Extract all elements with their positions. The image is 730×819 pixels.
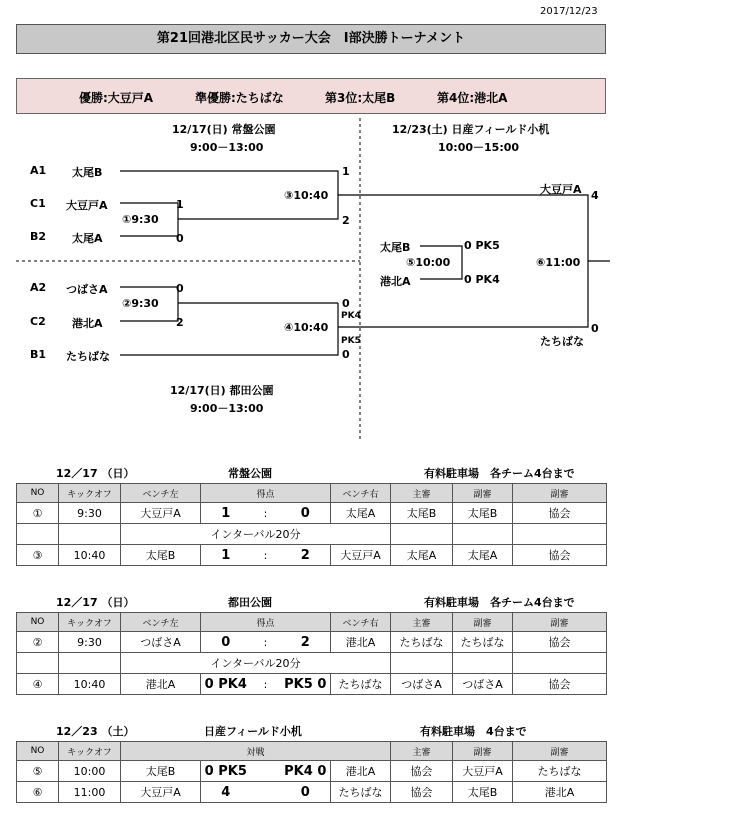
score-separator	[251, 782, 281, 803]
match-no: ④	[17, 674, 59, 695]
header-cell: NO	[17, 484, 59, 503]
score-left: 4	[201, 782, 251, 803]
interval-row	[17, 653, 607, 674]
match-1-score-bottom: 0	[176, 232, 184, 245]
header-cell: 得点	[201, 613, 331, 632]
kickoff: 11:00	[59, 782, 121, 803]
match-5-score-bottom: 0 PK4	[464, 273, 500, 286]
referee: つばさA	[391, 674, 453, 695]
match-1-label: ①9:30	[122, 213, 159, 226]
header-cell: キックオフ	[59, 613, 121, 632]
score-right: 2	[281, 632, 331, 653]
right-header-date: 12/23(土) 日産フィールド小机	[392, 123, 550, 136]
match-3-score-bottom: 2	[342, 214, 350, 227]
schedule-2-table	[16, 612, 607, 695]
fourth-place-text: 第4位:港北A	[437, 91, 508, 105]
assistant-referee: 太尾A	[453, 545, 513, 566]
assistant-referee: 協会	[513, 545, 607, 566]
team-name: 太尾A	[72, 232, 103, 245]
assistant-referee: たちばな	[453, 632, 513, 653]
assistant-referee: 協会	[513, 503, 607, 524]
kickoff: 9:30	[59, 632, 121, 653]
champion-text: 優勝:大豆戸A	[79, 91, 154, 105]
third-place-text: 第3位:太尾B	[325, 91, 396, 105]
schedule-3-date: 12／23 （土）	[56, 725, 135, 738]
kickoff: 10:00	[59, 761, 121, 782]
interval-text: インターバル20分	[121, 653, 391, 674]
match-5-team-bottom: 港北A	[380, 275, 411, 288]
assistant-referee: 太尾B	[453, 782, 513, 803]
match-no: ⑥	[17, 782, 59, 803]
match-4-label: ④10:40	[284, 321, 329, 334]
header-cell: 副審	[453, 613, 513, 632]
team-seed: B2	[30, 230, 47, 243]
bench-left: 大豆戸A	[121, 782, 201, 803]
team-name: つばさA	[66, 283, 108, 296]
score-left: 1	[201, 545, 251, 566]
referee: 協会	[391, 761, 453, 782]
table-row	[17, 674, 607, 695]
kickoff: 10:40	[59, 545, 121, 566]
score-left: 0 PK4	[201, 674, 251, 695]
score-separator	[251, 761, 281, 782]
header-cell: キックオフ	[59, 742, 121, 761]
match-no: ③	[17, 545, 59, 566]
table-row	[17, 761, 607, 782]
header-cell: 副審	[513, 484, 607, 503]
score-right: 0	[281, 782, 331, 803]
match-2-score-bottom: 2	[176, 316, 184, 329]
runner-up-text: 準優勝:たちばな	[195, 91, 284, 105]
interval-text: インターバル20分	[121, 524, 391, 545]
score-left: 0	[201, 632, 251, 653]
header-cell: 主審	[391, 484, 453, 503]
bench-left: つばさA	[121, 632, 201, 653]
bench-right: たちばな	[331, 782, 391, 803]
match-3-label: ③10:40	[284, 189, 329, 202]
header-cell: NO	[17, 613, 59, 632]
match-6-label: ⑥11:00	[536, 256, 581, 269]
left-header-date: 12/17(日) 常盤公園	[172, 123, 276, 136]
assistant-referee: 太尾B	[453, 503, 513, 524]
schedule-3-parking: 有料駐車場 4台まで	[420, 725, 527, 738]
score-left: 1	[201, 503, 251, 524]
match-6-team-top: 大豆戸A	[540, 183, 582, 196]
right-header-time: 10:00－15:00	[438, 141, 520, 154]
team-seed: A2	[30, 281, 47, 294]
team-name: たちばな	[66, 350, 110, 363]
team-seed: A1	[30, 164, 47, 177]
header-cell: 主審	[391, 742, 453, 761]
score-separator: :	[251, 545, 281, 566]
header-cell: 主審	[391, 613, 453, 632]
header-cell: ベンチ右	[331, 613, 391, 632]
header-cell: 対戦	[121, 742, 391, 761]
schedule-1-date: 12／17 （日）	[56, 467, 135, 480]
match-4-pk-bottom: PK5	[341, 336, 361, 346]
assistant-referee: 港北A	[513, 782, 607, 803]
header-cell: 副審	[513, 613, 607, 632]
page-title: 第21回港北区民サッカー大会 Ⅰ部決勝トーナメント	[16, 24, 606, 54]
header-cell: 得点	[201, 484, 331, 503]
header-cell: 副審	[453, 484, 513, 503]
table-row	[17, 632, 607, 653]
assistant-referee: 協会	[513, 674, 607, 695]
kickoff: 9:30	[59, 503, 121, 524]
interval-row	[17, 524, 607, 545]
left-header-time: 9:00－13:00	[190, 141, 264, 154]
bench-right: 港北A	[331, 632, 391, 653]
schedule-1-parking: 有料駐車場 各チーム4台まで	[424, 467, 575, 480]
bench-left: 太尾B	[121, 545, 201, 566]
match-2-label: ②9:30	[122, 297, 159, 310]
match-6-score-top: 4	[591, 189, 599, 202]
table-header-row	[17, 484, 607, 503]
referee: 太尾A	[391, 545, 453, 566]
match-4-score-top: 0	[342, 297, 350, 310]
team-name: 大豆戸A	[66, 199, 108, 212]
match-5-label: ⑤10:00	[406, 256, 451, 269]
bench-right: たちばな	[331, 674, 391, 695]
match-2-score-top: 0	[176, 282, 184, 295]
team-name: 太尾B	[72, 166, 103, 179]
referee: 太尾B	[391, 503, 453, 524]
referee: たちばな	[391, 632, 453, 653]
match-no: ⑤	[17, 761, 59, 782]
match-1-score-top: 1	[176, 198, 184, 211]
bottom-header-time: 9:00－13:00	[190, 402, 264, 415]
table-header-row	[17, 613, 607, 632]
bottom-header-date: 12/17(日) 都田公園	[170, 384, 274, 397]
team-seed: C1	[30, 197, 46, 210]
header-cell: 副審	[513, 742, 607, 761]
schedule-3-table	[16, 741, 607, 803]
header-cell: NO	[17, 742, 59, 761]
match-no: ②	[17, 632, 59, 653]
score-right: PK5 0	[281, 674, 331, 695]
score-right: PK4 0	[281, 761, 331, 782]
bench-left: 太尾B	[121, 761, 201, 782]
team-seed: C2	[30, 315, 46, 328]
schedule-2-parking: 有料駐車場 各チーム4台まで	[424, 596, 575, 609]
schedule-2-date: 12／17 （日）	[56, 596, 135, 609]
score-right: 2	[281, 545, 331, 566]
score-left: 0 PK5	[201, 761, 251, 782]
match-6-team-bottom: たちばな	[540, 335, 584, 348]
score-separator: :	[251, 503, 281, 524]
table-row	[17, 545, 607, 566]
bench-left: 港北A	[121, 674, 201, 695]
score-separator: :	[251, 674, 281, 695]
schedule-3-venue: 日産フィールド小机	[204, 725, 302, 738]
kickoff: 10:40	[59, 674, 121, 695]
document-date: 2017/12/23	[540, 6, 598, 17]
team-seed: B1	[30, 348, 47, 361]
header-cell: ベンチ左	[121, 484, 201, 503]
table-header-row	[17, 742, 607, 761]
match-4-score-bottom: 0	[342, 348, 350, 361]
schedule-1-table	[16, 483, 607, 566]
assistant-referee: 大豆戸A	[453, 761, 513, 782]
header-cell: キックオフ	[59, 484, 121, 503]
header-cell: ベンチ右	[331, 484, 391, 503]
score-right: 0	[281, 503, 331, 524]
table-row	[17, 782, 607, 803]
match-no: ①	[17, 503, 59, 524]
score-separator: :	[251, 632, 281, 653]
assistant-referee: 協会	[513, 632, 607, 653]
schedule-1-venue: 常盤公園	[228, 467, 272, 480]
referee: 協会	[391, 782, 453, 803]
header-cell: 副審	[453, 742, 513, 761]
schedule-2-venue: 都田公園	[228, 596, 272, 609]
bench-right: 太尾A	[331, 503, 391, 524]
match-4-pk-top: PK4	[341, 311, 361, 321]
table-row	[17, 503, 607, 524]
match-5-score-top: 0 PK5	[464, 239, 500, 252]
bench-right: 港北A	[331, 761, 391, 782]
match-5-team-top: 太尾B	[380, 241, 411, 254]
assistant-referee: たちばな	[513, 761, 607, 782]
bench-right: 大豆戸A	[331, 545, 391, 566]
match-3-score-top: 1	[342, 165, 350, 178]
match-6-score-bottom: 0	[591, 322, 599, 335]
header-cell: ベンチ左	[121, 613, 201, 632]
team-name: 港北A	[72, 317, 103, 330]
assistant-referee: つばさA	[453, 674, 513, 695]
bench-left: 大豆戸A	[121, 503, 201, 524]
